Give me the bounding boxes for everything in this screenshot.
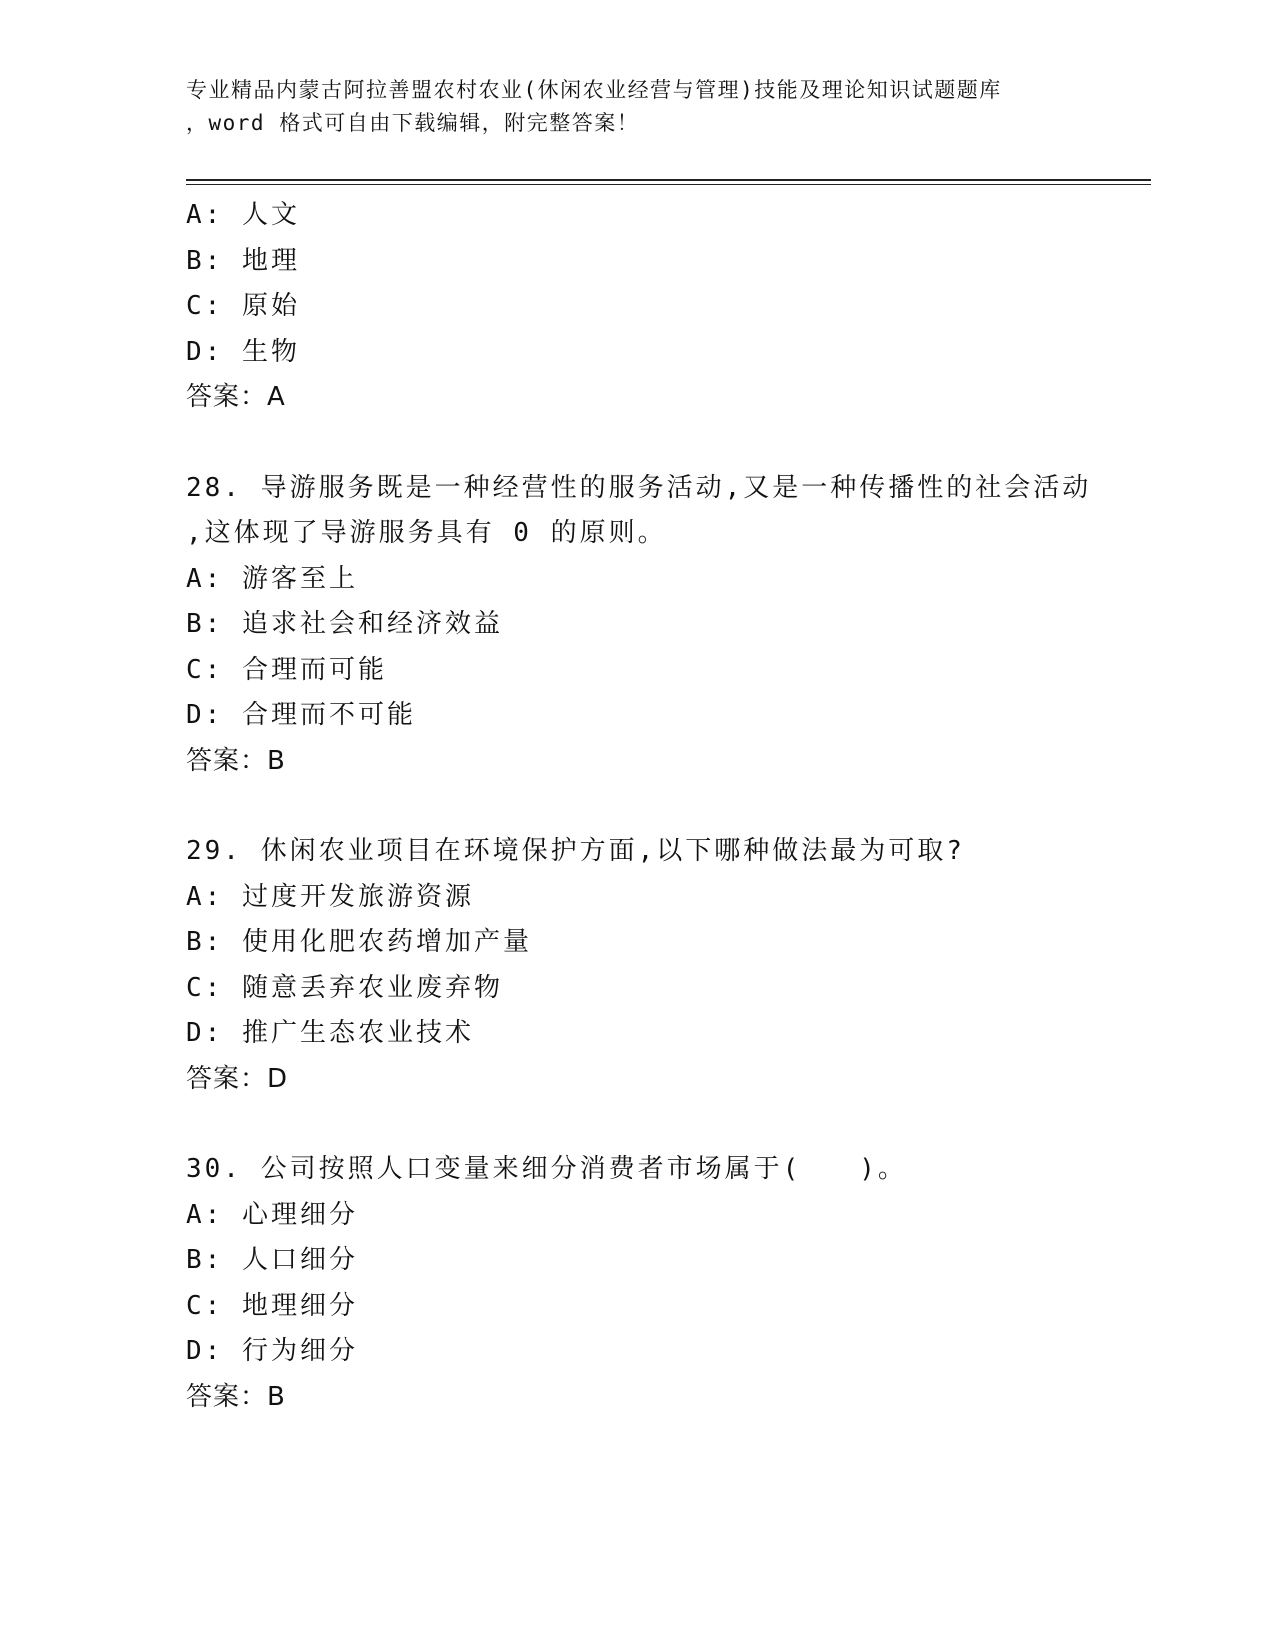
question-stem: 28. 导游服务既是一种经营性的服务活动,又是一种传播性的社会活动	[186, 472, 1092, 503]
option-a: A: 心理细分	[186, 1199, 358, 1230]
question-29	[186, 829, 1146, 1102]
question-30	[186, 1147, 1146, 1420]
document-header	[186, 74, 1086, 140]
option-a: A: 人文	[186, 200, 300, 230]
option-b: B: 地理	[186, 245, 300, 276]
option-b: B: 人口细分	[186, 1245, 358, 1275]
question-list	[186, 193, 1146, 1420]
option-c: C: 合理而可能	[186, 654, 387, 685]
question-27	[186, 193, 1146, 421]
header-divider-thin	[186, 184, 1151, 185]
question-stem: 29. 休闲农业项目在环境保护方面,以下哪种做法最为可取?	[186, 836, 965, 866]
option-b: B: 使用化肥农药增加产量	[186, 927, 532, 957]
header-title-line-1: 专业精品内蒙古阿拉善盟农村农业(休闲农业经营与管理)技能及理论知识试题题库	[186, 78, 1002, 102]
option-d: D: 推广生态农业技术	[186, 1018, 474, 1048]
option-d: D: 合理而不可能	[186, 700, 416, 730]
option-d: D: 行为细分	[186, 1336, 358, 1366]
spacer	[186, 784, 1146, 829]
header-divider	[186, 179, 1151, 181]
question-28	[186, 466, 1146, 785]
option-b: B: 追求社会和经济效益	[186, 609, 503, 639]
answer-line: 答案：D	[186, 1063, 289, 1094]
option-c: C: 地理细分	[186, 1290, 358, 1321]
question-stem: 30. 公司按照人口变量来细分消费者市场属于( )。	[186, 1154, 907, 1184]
option-c: C: 随意丢弃农业废弃物	[186, 972, 503, 1003]
question-stem-continued: ,这体现了导游服务具有 0 的原则。	[186, 518, 667, 548]
option-c: C: 原始	[186, 291, 300, 321]
spacer	[186, 1102, 1146, 1147]
answer-line: 答案：B	[186, 1381, 286, 1412]
option-a: A: 过度开发旅游资源	[186, 881, 474, 912]
option-a: A: 游客至上	[186, 563, 358, 594]
spacer	[186, 421, 1146, 466]
option-d: D: 生物	[186, 336, 300, 367]
answer-line: 答案：A	[186, 382, 286, 412]
header-title-line-2: ，word 格式可自由下载编辑，附完整答案！	[186, 111, 640, 135]
answer-line: 答案：B	[186, 745, 286, 776]
